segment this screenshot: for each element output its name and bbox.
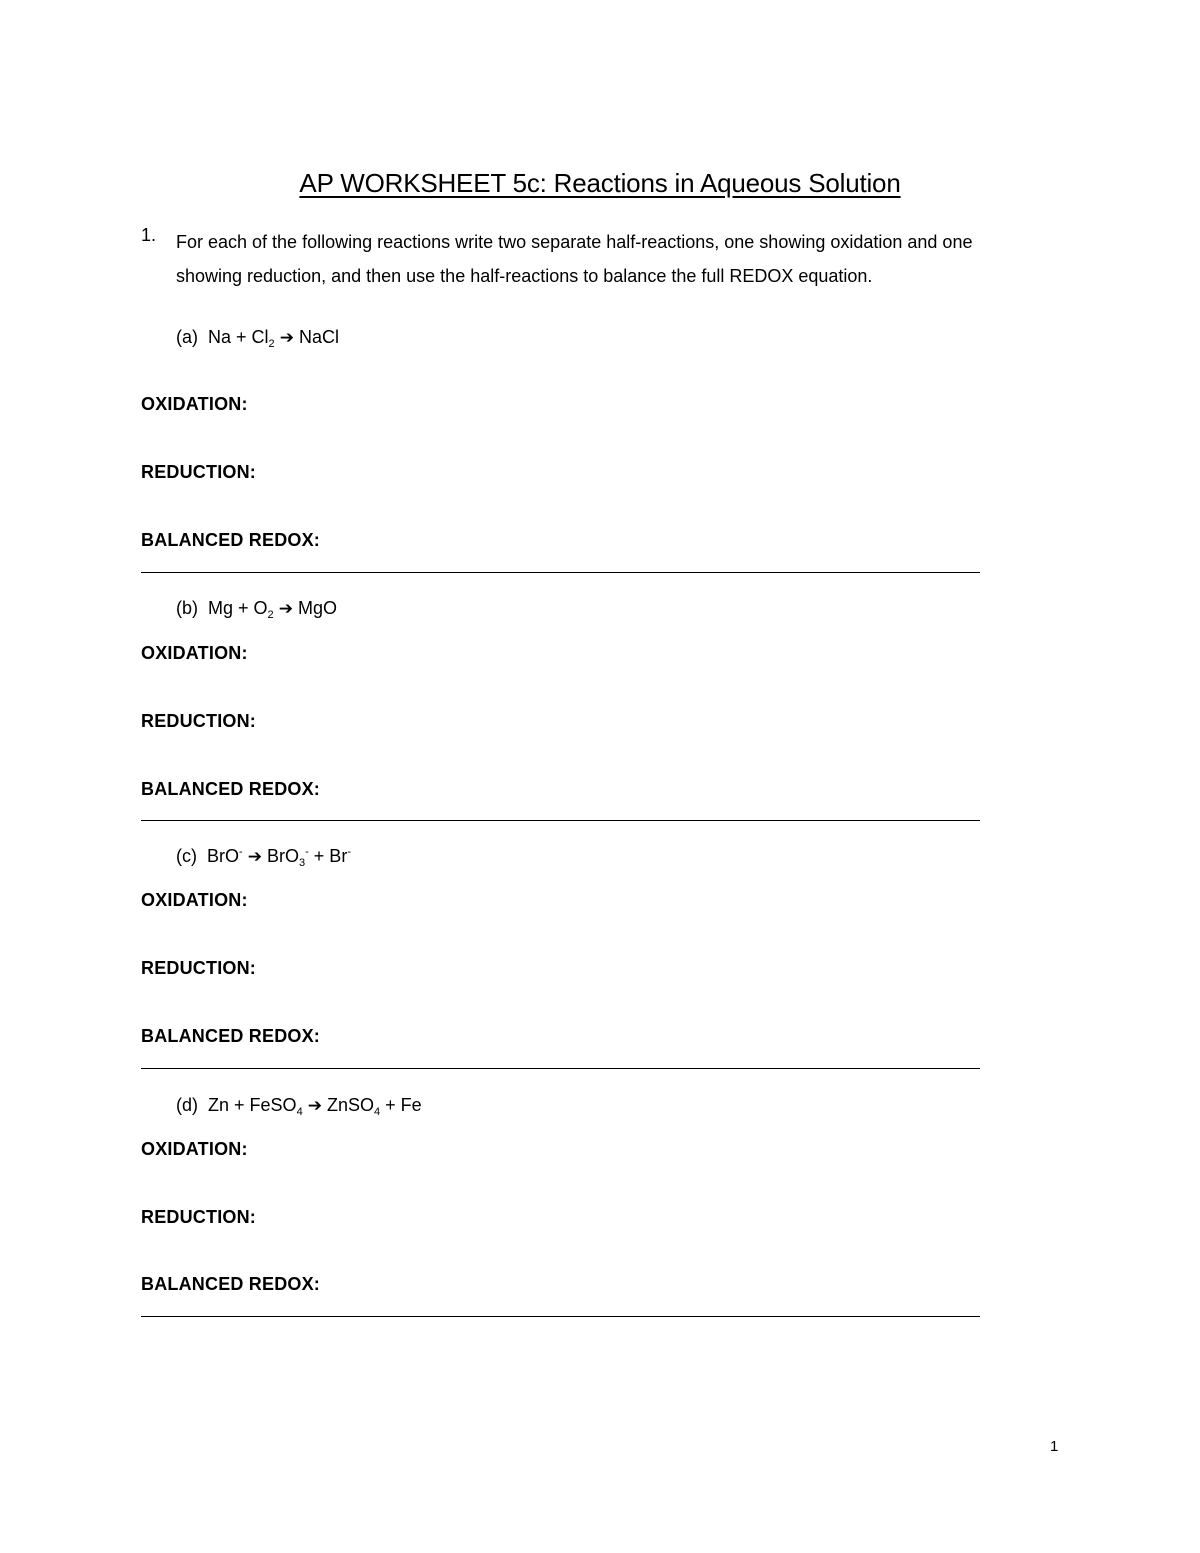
reaction-letter: (d)	[176, 1095, 198, 1115]
subscript: 4	[373, 1106, 381, 1118]
superscript: -	[239, 846, 243, 858]
reaction-letter: (b)	[176, 598, 198, 618]
reaction-letter: (c)	[176, 846, 197, 866]
reaction-a	[176, 327, 339, 350]
subscript: 2	[267, 609, 274, 621]
arrow-icon: ➔	[307, 1096, 322, 1115]
page-title: AP WORKSHEET 5c: Reactions in Aqueous Solution	[299, 168, 901, 198]
reduction-label-c: REDUCTION:	[141, 958, 256, 978]
reaction-d	[176, 1095, 422, 1118]
divider-line	[141, 1316, 980, 1317]
subscript: 2	[268, 338, 275, 350]
superscript: -	[305, 846, 309, 858]
reaction-reactants: Mg + O	[208, 598, 268, 618]
question-text-line-1: For each of the following reactions write two separate half-reactions, one showing oxidation and one	[176, 232, 973, 252]
oxidation-label-b: OXIDATION:	[141, 643, 248, 663]
oxidation-label-a: OXIDATION:	[141, 394, 248, 414]
reaction-products: BrO	[266, 846, 299, 866]
arrow-icon: ➔	[278, 599, 293, 618]
reaction-letter: (a)	[176, 327, 198, 347]
reaction-products: ZnSO	[326, 1095, 374, 1115]
balanced-redox-label-b: BALANCED REDOX:	[141, 779, 321, 799]
reaction-products: MgO	[297, 598, 337, 618]
question-text	[176, 225, 1076, 293]
reaction-b	[176, 598, 337, 621]
reaction-reactants: Zn + FeSO	[208, 1095, 297, 1115]
question-number: 1.	[141, 225, 157, 245]
reaction-c	[176, 846, 351, 869]
arrow-icon: ➔	[247, 847, 262, 866]
reduction-label-a: REDUCTION:	[141, 462, 256, 482]
divider-line	[141, 572, 980, 573]
balanced-redox-label-a: BALANCED REDOX:	[141, 530, 321, 550]
page-number: 1	[1050, 1438, 1059, 1455]
question-text-line-2: showing reduction, and then use the half-reactions to balance the full REDOX equation.	[176, 266, 873, 286]
arrow-icon: ➔	[279, 328, 294, 347]
reduction-label-b: REDUCTION:	[141, 711, 256, 731]
oxidation-label-c: OXIDATION:	[141, 890, 248, 910]
oxidation-label-d: OXIDATION:	[141, 1139, 248, 1159]
reaction-products-extra: + Fe	[380, 1095, 422, 1115]
reaction-products: NaCl	[298, 327, 339, 347]
divider-line	[141, 820, 980, 821]
subscript: 4	[296, 1106, 303, 1118]
superscript: -	[347, 846, 351, 858]
reduction-label-d: REDUCTION:	[141, 1207, 256, 1227]
subscript: 3	[299, 857, 306, 869]
reaction-reactants: Na + Cl	[208, 327, 269, 347]
divider-line	[141, 1068, 980, 1069]
balanced-redox-label-d: BALANCED REDOX:	[141, 1274, 321, 1294]
reaction-reactants: BrO	[207, 846, 240, 866]
balanced-redox-label-c: BALANCED REDOX:	[141, 1026, 321, 1046]
reaction-products-extra: + Br	[308, 846, 348, 866]
